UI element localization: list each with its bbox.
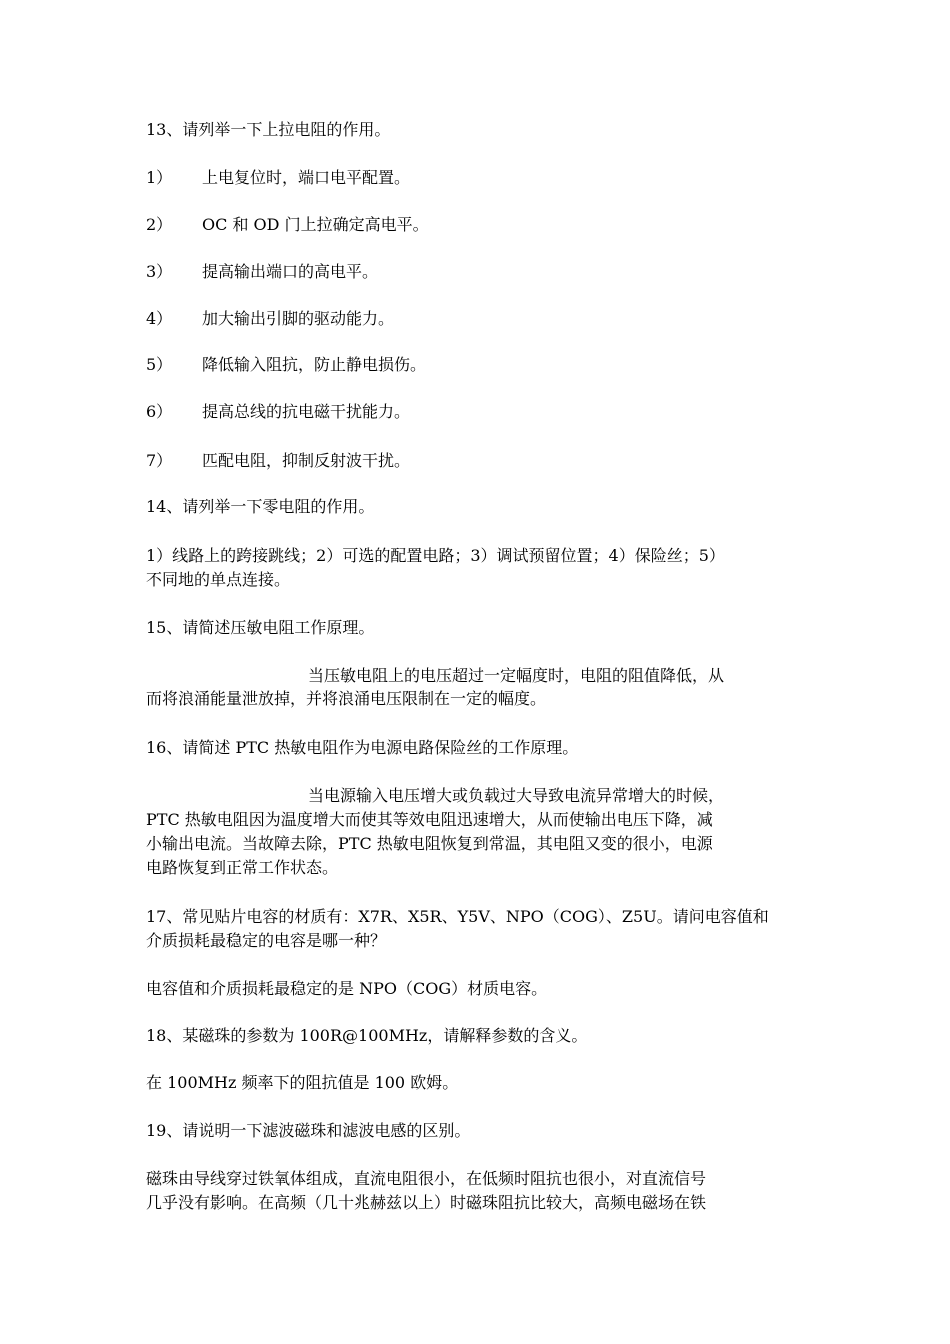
- question-15-title: 15、请简述压敏电阻工作原理。: [146, 618, 375, 637]
- list-item-text: 提高输出端口的高电平。: [202, 262, 379, 281]
- list-item-text: OC 和 OD 门上拉确定高电平。: [202, 215, 429, 234]
- list-item-number: 7）: [146, 451, 173, 470]
- question-17-title: 17、常见贴片电容的材质有：X7R、X5R、Y5V、NPO（COG）、Z5U。请问电容值和: [146, 907, 769, 926]
- list-item: [146, 353, 426, 377]
- list-item-number: 4）: [146, 309, 173, 328]
- list-item-number: 5）: [146, 355, 173, 374]
- list-item-text: 匹配电阻，抑制反射波干扰。: [202, 451, 411, 470]
- question-13-title: 13、请列举一下上拉电阻的作用。: [146, 120, 391, 139]
- answer-line: 小输出电流。当故障去除，PTC 热敏电阻恢复到常温，其电阻又变的很小，电源: [146, 834, 713, 853]
- answer-line: 电路恢复到正常工作状态。: [146, 858, 339, 877]
- list-item: [146, 400, 410, 424]
- list-item-number: 1）: [146, 168, 173, 187]
- list-item: [146, 307, 394, 331]
- answer-line: 1）线路上的跨接跳线；2）可选的配置电路；3）调试预留位置；4）保险丝；5）: [146, 546, 725, 565]
- answer-line: 电容值和介质损耗最稳定的是 NPO（COG）材质电容。: [146, 979, 548, 998]
- answer-line: 当压敏电阻上的电压超过一定幅度时，电阻的阻值降低，从: [308, 666, 725, 685]
- list-item-text: 降低输入阻抗，防止静电损伤。: [202, 355, 427, 374]
- answer-line: 不同地的单点连接。: [146, 570, 291, 589]
- list-item: [146, 213, 429, 237]
- answer-line: 在 100MHz 频率下的阻抗值是 100 欧姆。: [146, 1073, 459, 1092]
- list-item-number: 6）: [146, 402, 173, 421]
- list-item-number: 2）: [146, 215, 173, 234]
- answer-line: 而将浪涌能量泄放掉，并将浪涌电压限制在一定的幅度。: [146, 689, 547, 708]
- list-item-text: 提高总线的抗电磁干扰能力。: [202, 402, 411, 421]
- question-19-title: 19、请说明一下滤波磁珠和滤波电感的区别。: [146, 1121, 471, 1140]
- list-item-number: 3）: [146, 262, 173, 281]
- question-16-title: 16、请简述 PTC 热敏电阻作为电源电路保险丝的工作原理。: [146, 738, 579, 757]
- question-18-title: 18、某磁珠的参数为 100R@100MHz，请解释参数的含义。: [146, 1026, 588, 1045]
- list-item: [146, 260, 378, 284]
- list-item-text: 上电复位时，端口电平配置。: [202, 168, 411, 187]
- list-item: [146, 166, 410, 190]
- question-14-title: 14、请列举一下零电阻的作用。: [146, 497, 375, 516]
- answer-line: 几乎没有影响。在高频（几十兆赫兹以上）时磁珠阻抗比较大，高频电磁场在铁: [146, 1193, 707, 1212]
- question-17-title-cont: 介质损耗最稳定的电容是哪一种？: [146, 931, 387, 950]
- answer-line: 磁珠由导线穿过铁氧体组成，直流电阻很小，在低频时阻抗也很小，对直流信号: [146, 1169, 707, 1188]
- answer-line: PTC 热敏电阻因为温度增大而使其等效电阻迅速增大，从而使输出电压下降，减: [146, 810, 713, 829]
- list-item-text: 加大输出引脚的驱动能力。: [202, 309, 395, 328]
- list-item: [146, 449, 410, 473]
- answer-line: 当电源输入电压增大或负载过大导致电流异常增大的时候，: [308, 786, 725, 805]
